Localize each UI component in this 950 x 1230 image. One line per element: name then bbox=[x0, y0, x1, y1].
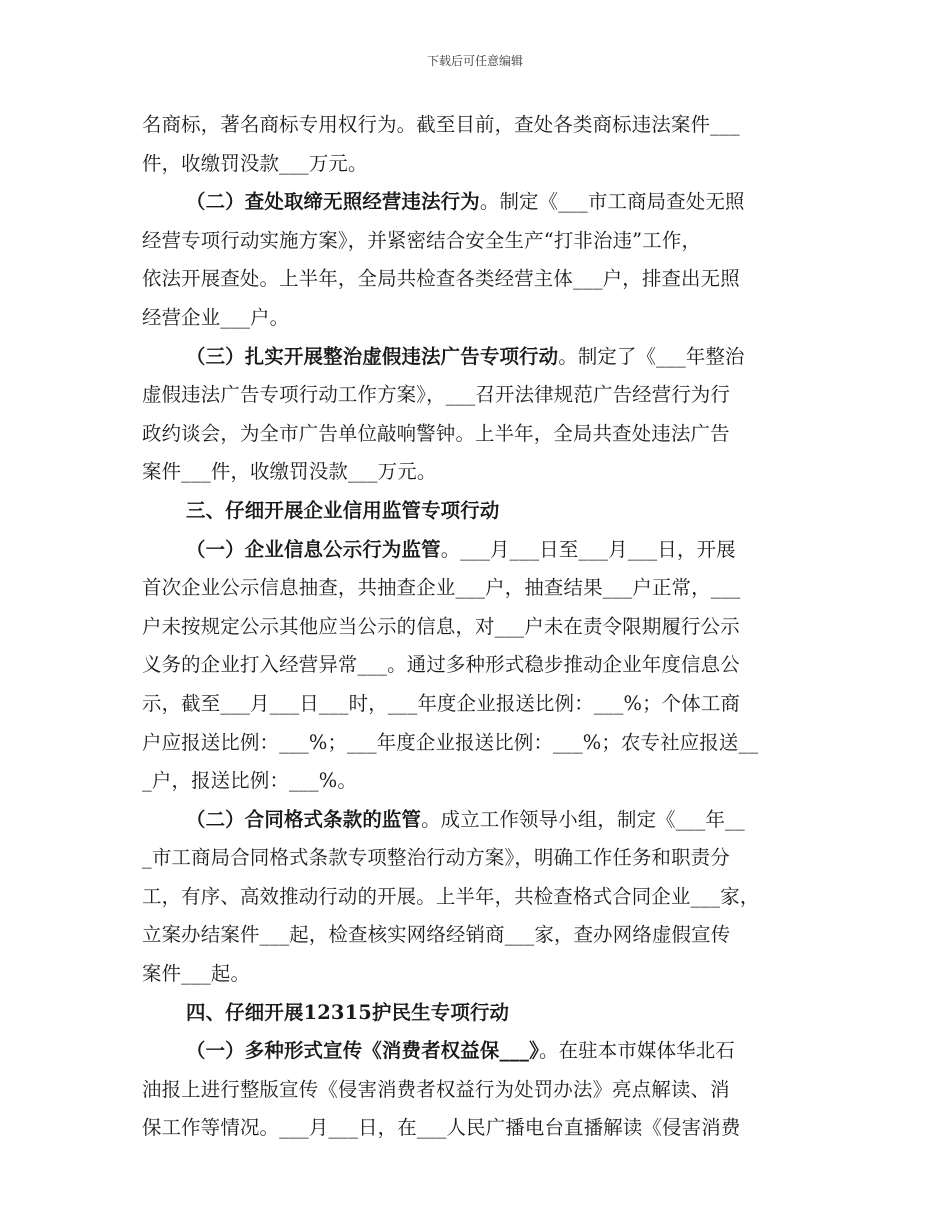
body-text: 。成立工作领导小组，制定《___年__ bbox=[421, 807, 745, 831]
text-line bbox=[142, 762, 810, 801]
body-text: _户，报送比例：___%。 bbox=[142, 769, 357, 793]
text-line bbox=[142, 376, 810, 415]
body-text: 户未按规定公示其他应当公示的信息，对___户未在责令限期履行公示 bbox=[142, 614, 740, 638]
body-text: _市工商局合同格式条款专项整治行动方案》，明确工作任务和职责分 bbox=[142, 846, 730, 870]
text-line bbox=[142, 415, 810, 454]
bold-heading-text: 三、仔细开展企业信用监管专项行动 bbox=[186, 498, 500, 522]
text-line bbox=[142, 646, 810, 685]
body-text: 虚假违法广告专项行动工作方案》，___召开法律规范广告经营行为行 bbox=[142, 383, 731, 407]
text-line bbox=[142, 839, 810, 878]
text-line bbox=[142, 453, 810, 492]
text-line bbox=[142, 569, 810, 608]
text-line bbox=[142, 299, 810, 338]
text-line bbox=[142, 994, 810, 1033]
bold-heading-text: （二）查处取缔无照经营违法行为 bbox=[186, 190, 480, 214]
bold-heading-text: （一）企业信息公示行为监管 bbox=[186, 537, 441, 561]
text-line bbox=[142, 492, 810, 531]
text-line bbox=[142, 260, 810, 299]
text-line bbox=[142, 531, 810, 570]
bold-heading-text: （三）扎实开展整治虚假违法广告专项行动 bbox=[186, 344, 559, 368]
body-text: 义务的企业打入经营异常___。通过多种形式稳步推动企业年度信息公 bbox=[142, 653, 740, 677]
body-text: 名商标，著名商标专用权行为。截至目前，查处各类商标违法案件___ bbox=[142, 113, 740, 136]
text-line bbox=[142, 1071, 810, 1110]
document-body bbox=[142, 106, 810, 1148]
body-text: 经营专项行动实施方案》，并紧密结合安全生产“打非治违”工作， bbox=[142, 228, 702, 252]
body-text: 立案办结案件___起，检查核实网络经销商___家，查办网络虚假宣传 bbox=[142, 923, 731, 947]
body-text: 。制定《___市工商局查处无照 bbox=[479, 190, 745, 214]
bold-heading-text: （一）多种形式宣传《消费者权益保___》 bbox=[186, 1039, 540, 1063]
body-text: 保工作等情况。___月___日，在___人民广播电台直播解读《侵害消费 bbox=[142, 1116, 741, 1140]
body-text: 案件___起。 bbox=[142, 962, 251, 986]
text-line bbox=[142, 608, 810, 647]
bold-heading-text: （二）合同格式条款的监管 bbox=[186, 807, 422, 831]
body-text: 示，截至___月___日___时，___年度企业报送比例：___%；个体工商 bbox=[142, 691, 741, 715]
text-line bbox=[142, 1032, 810, 1071]
text-line bbox=[142, 801, 810, 840]
text-line bbox=[142, 106, 810, 145]
body-text: 政约谈会，为全市广告单位敲响警钟。上半年，全局共查处违法广告 bbox=[142, 421, 730, 445]
body-text: 。___月___日至___月___日，开展 bbox=[440, 537, 736, 561]
body-text: 案件___件，收缴罚没款___万元。 bbox=[142, 460, 437, 484]
body-text: 。制定了《___年整治 bbox=[558, 344, 745, 368]
text-line bbox=[142, 724, 810, 763]
body-text: 油报上进行整版宣传《侵害消费者权益行为处罚办法》亮点解读、消 bbox=[142, 1077, 730, 1101]
text-line bbox=[142, 955, 810, 994]
text-line bbox=[142, 916, 810, 955]
body-text: 首次企业公示信息抽查，共抽查企业___户，抽查结果___户正常，___ bbox=[142, 576, 741, 600]
body-text: 经营企业___户。 bbox=[142, 305, 290, 329]
bold-heading-text: 四、仔细开展12315护民生专项行动 bbox=[186, 1000, 510, 1024]
text-line bbox=[142, 1109, 810, 1148]
text-line bbox=[142, 685, 810, 724]
body-text: 依法开展查处。上半年，全局共检查各类经营主体___户，排查出无照 bbox=[142, 267, 740, 291]
text-line bbox=[142, 878, 810, 917]
body-text: 。在驻本市媒体华北石 bbox=[539, 1039, 735, 1063]
text-line bbox=[142, 183, 810, 222]
body-text: 工，有序、高效推动行动的开展。上半年，共检查格式合同企业___家， bbox=[142, 884, 760, 908]
text-line bbox=[142, 338, 810, 377]
page-header: 下载后可任意编辑 bbox=[426, 54, 523, 68]
text-line bbox=[142, 222, 810, 261]
body-text: 户应报送比例：___%；___年度企业报送比例：___%；农专社应报送__ bbox=[142, 730, 759, 754]
text-line bbox=[142, 145, 810, 184]
body-text: 件，收缴罚没款___万元。 bbox=[142, 151, 368, 175]
